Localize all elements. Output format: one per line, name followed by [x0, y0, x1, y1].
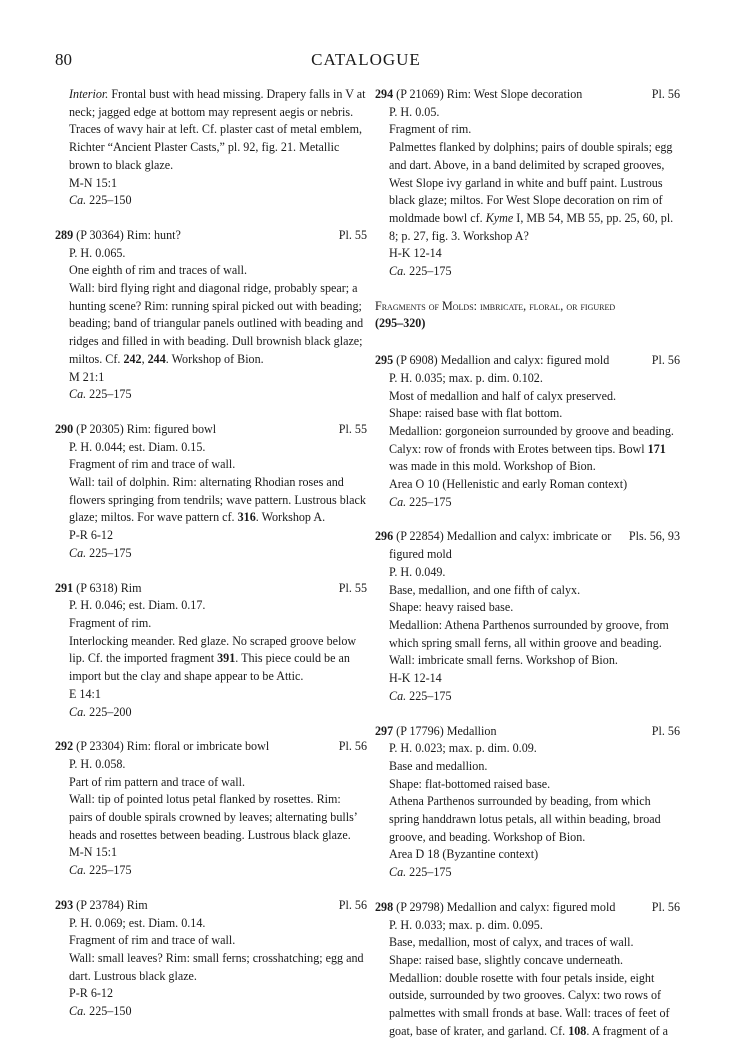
dimensions: P. H. 0.046; est. Diam. 0.17.	[69, 598, 206, 613]
context: Area O 10 (Hellenistic and early Roman context)	[389, 477, 628, 492]
cross-ref-link: 316	[237, 510, 256, 525]
date: Ca. 225–200	[69, 704, 132, 719]
cross-ref-link: 242	[123, 351, 142, 366]
dimensions: P. H. 0.035; max. p. dim. 0.102.	[389, 370, 543, 385]
preservation: Fragment of rim.	[389, 122, 472, 137]
description: Wall: tail of dolphin. Rim: alternating Rhodian roses and flowers springing from tendrils; wave pattern. Lustrous black glaze; miltos. For wave pattern cf. 316. Workshop A.	[69, 475, 366, 525]
cross-ref-link: 171	[647, 441, 666, 456]
preservation: Base, medallion, and one fifth of calyx.	[389, 582, 581, 597]
description: Medallion: gorgoneion surrounded by groove and beading. Calyx: row of fronds with Erotes between tips. Bowl 171 was made in this mold. Workshop of Bion.	[389, 423, 674, 474]
entry-title: (P 22854) Medallion and calyx: imbricate or figured mold	[389, 529, 612, 562]
catalogue-entry-294	[375, 86, 680, 281]
context: H-K 12-14	[389, 246, 442, 261]
catalogue-entry-296	[375, 528, 680, 705]
left-column	[55, 86, 367, 1038]
entry-number: 293	[55, 897, 74, 912]
dimensions: P. H. 0.05.	[389, 104, 440, 119]
catalogue-entry-297	[375, 723, 680, 882]
description: Interlocking meander. Red glaze. No scraped groove below lip. Cf. the imported fragment 391. This piece could be an import but the clay and shape appear to be Attic.	[69, 633, 357, 684]
date: Ca. 225–150	[69, 1004, 132, 1019]
dimensions: P. H. 0.065.	[69, 245, 126, 260]
dimensions: P. H. 0.058.	[69, 756, 126, 771]
plate-ref: Pl. 55	[338, 580, 367, 595]
plate-ref: Pl. 55	[338, 421, 367, 436]
plate-ref: Pl. 55	[338, 227, 367, 242]
entry-title: (P 23304) Rim: floral or imbricate bowl	[73, 739, 270, 754]
context: M-N 15:1	[69, 845, 118, 860]
description: Athena Parthenos surrounded by beading, from which spring handdrawn lotus petals, all within beading, broad groove, and beading. Workshop of Bion.	[389, 794, 661, 844]
entry-title: (P 6318) Rim	[73, 580, 142, 595]
entry-number: 294	[375, 87, 394, 101]
context: M 21:1	[69, 369, 105, 384]
publication-title: Kyme	[485, 210, 514, 225]
catalogue-entry-290	[55, 421, 367, 563]
entry-title: (P 6908) Medallion and calyx: figured mold	[393, 353, 610, 368]
running-title: CATALOGUE	[311, 50, 421, 69]
entry-title: (P 17796) Medallion	[393, 723, 497, 738]
entry-number: 289	[55, 227, 74, 242]
shape: Shape: raised base, slightly concave underneath.	[389, 952, 624, 967]
catalogue-entry-292	[55, 738, 367, 880]
context: M-N 15:1	[69, 175, 118, 190]
preservation: Most of medallion and half of calyx preserved.	[389, 388, 617, 403]
context: Area D 18 (Byzantine context)	[389, 847, 539, 862]
plate-ref: Pl. 56	[651, 899, 680, 914]
plate-ref: Pl. 56	[338, 897, 367, 912]
right-column	[375, 86, 680, 1057]
date: Ca. 225–175	[69, 545, 132, 560]
date: Ca. 225–175	[389, 865, 452, 880]
preservation: Base and medallion.	[389, 758, 488, 773]
description: Medallion: Athena Parthenos surrounded by groove, from which spring small ferns, all within groove and beading. Wall: imbricate small ferns. Workshop of Bion.	[389, 617, 669, 668]
description: Wall: bird flying right and diagonal ridge, probably spear; a hunting scene? Rim: running spiral picked out with beading; beading; band of triangular panels outlined with beading and ridges and filled in with beading. Dull brownish black glaze; miltos. Cf. 242, 244. Workshop of Bion.	[69, 281, 364, 366]
dimensions: P. H. 0.049.	[389, 564, 446, 579]
plate-ref: Pls. 56, 93	[628, 529, 680, 544]
description: Medallion: double rosette with four petals inside, eight outside, surrounded by two grooves. Calyx: two rows of palmettes with small fronds at base. Wall: traces of feet of goat, base of krater, and garland. Cf. 108. A fragment of a	[389, 970, 670, 1038]
context: P-R 6-12	[69, 986, 114, 1001]
section-range: (295–320)	[375, 316, 426, 331]
description: Wall: tip of pointed lotus petal flanked by rosettes. Rim: pairs of double spirals crowned by leaves; alternating bulls’ heads and rosettes between beading. Lustrous black glaze.	[69, 792, 357, 842]
context: P-R 6-12	[69, 528, 114, 543]
interior-description: Interior. Frontal bust with head missing. Drapery falls in V at neck; jagged edge at bottom may represent aegis or nebris. Traces of wavy hair at left. Cf. plaster cast of metal emblem, Richter “Ancient Plaster Casts,” pl. 92, fig. 21. Metallic brown to black glaze. M-N 15:1 Ca. 225–150	[55, 86, 367, 210]
date: Ca. 225–175	[69, 863, 132, 878]
entry-number: 291	[55, 580, 74, 595]
catalogue-entry-293	[55, 897, 367, 1021]
entry-title: (P 20305) Rim: figured bowl	[73, 421, 217, 436]
entry-title: (P 21069) Rim: West Slope decoration	[393, 87, 583, 101]
entry-title: (P 30364) Rim: hunt?	[73, 227, 181, 242]
entry-title: (P 29798) Medallion and calyx: figured mold	[393, 899, 616, 914]
shape: Shape: flat-bottomed raised base.	[389, 776, 551, 791]
dimensions: P. H. 0.044; est. Diam. 0.15.	[69, 439, 206, 454]
entry-number: 290	[55, 421, 74, 436]
dimensions: P. H. 0.069; est. Diam. 0.14.	[69, 915, 206, 930]
catalogue-entry-291	[55, 580, 367, 722]
entry-number: 292	[55, 739, 74, 754]
plate-ref: Pl. 56	[651, 87, 680, 101]
shape: Shape: heavy raised base.	[389, 600, 514, 615]
interior-label: Interior.	[69, 87, 109, 101]
preservation: Part of rim pattern and trace of wall.	[69, 774, 245, 789]
cross-ref-link: 244	[147, 351, 166, 366]
date: Ca. 225–175	[389, 688, 452, 703]
preservation: Fragment of rim and trace of wall.	[69, 933, 236, 948]
plate-ref: Pl. 56	[338, 739, 367, 754]
description: Wall: small leaves? Rim: small ferns; crosshatching; egg and dart. Lustrous black glaze.	[69, 950, 364, 983]
preservation: One eighth of rim and traces of wall.	[69, 263, 247, 278]
shape: Shape: raised base with flat bottom.	[389, 406, 563, 421]
date: Ca. 225–175	[389, 264, 452, 279]
entry-number: 298	[375, 899, 394, 914]
date: Ca. 225–150	[69, 193, 132, 208]
dimensions: P. H. 0.023; max. p. dim. 0.09.	[389, 741, 537, 756]
plate-ref: Pl. 56	[651, 353, 680, 368]
catalogue-entry-298	[375, 899, 680, 1041]
entry-number: 296	[375, 529, 394, 544]
entry-number: 295	[375, 353, 394, 368]
preservation: Base, medallion, most of calyx, and traces of wall.	[389, 935, 634, 950]
plate-ref: Pl. 56	[651, 723, 680, 738]
dimensions: P. H. 0.033; max. p. dim. 0.095.	[389, 917, 543, 932]
preservation: Fragment of rim.	[69, 615, 152, 630]
description: Palmettes flanked by dolphins; pairs of double spirals; egg and dart. Above, in a band delimited by scraped grooves, West Slope ivy garland in white and buff paint. Lustrous black glaze; miltos. For West Slope decoration on rim of moldmade bowl cf. Kyme I, MB 54, MB 55, pp. 25, 60, pl. 8; p. 27, fig. 3. Workshop A?	[389, 140, 674, 243]
cross-ref-link: 391	[217, 651, 236, 666]
page-number: 80	[55, 50, 72, 69]
section-title: Fragments of Molds: imbricate, floral, or figured	[375, 298, 616, 313]
catalogue-entry-289	[55, 227, 367, 404]
section-heading	[375, 298, 680, 333]
cross-ref-link: 108	[568, 1023, 587, 1038]
date: Ca. 225–175	[389, 494, 452, 509]
date: Ca. 225–175	[69, 387, 132, 402]
context: H-K 12-14	[389, 671, 442, 686]
context: E 14:1	[69, 686, 101, 701]
entry-title: (P 23784) Rim	[73, 897, 148, 912]
entry-number: 297	[375, 723, 394, 738]
catalogue-entry-295	[375, 352, 680, 511]
preservation: Fragment of rim and trace of wall.	[69, 457, 236, 472]
